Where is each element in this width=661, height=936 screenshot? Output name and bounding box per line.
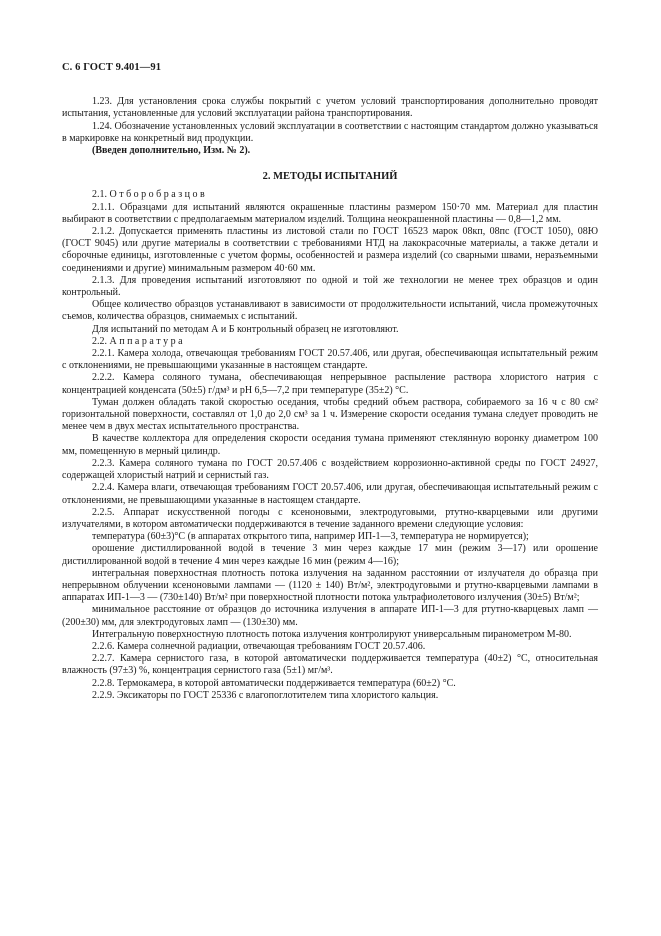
subsection-sampling-heading: 2.1. О т б о р о б р а з ц о в <box>92 189 205 201</box>
subsection-apparatus-heading: 2.2. А п п а р а т у р а <box>92 335 183 347</box>
paragraph-2-1-2: 2.1.2. Допускается применять пластины из листовой стали по ГОСТ 16523 марок 08кп, 08пс (ГОСТ 1050), 08Ю (ГОСТ 9045) или другие материалы в соответствии с требованиями НТД на лакокрасочные материалы, а также детали и сборочные единицы, изготовленные с учетом формы, особенностей и размера изделий (со сварными швами, неразъемными соединениями и другие) минимальным размером 40·60 мм. <box>62 226 598 274</box>
paragraph-irrigation: орошение дистиллированной водой в течение 3 мин через каждые 17 мин (режим 3—17) или орошение дистиллированной водой в течение 4 мин через каждые 16 мин (режим 4—16); <box>62 543 598 567</box>
paragraph-1-24: 1.24. Обозначение установленных условий эксплуатации в соответствии с настоящим стандартом должно указываться в маркировке на конкретный вид продукции. <box>62 120 598 144</box>
paragraph-2-2-3: 2.2.3. Камера соляного тумана по ГОСТ 20.57.406 с воздействием коррозионно-активной среды по ГОСТ 24927, содержащей хлористый натрий и сернистый газ. <box>62 457 598 482</box>
paragraph-2-2-8: 2.2.8. Термокамера, в которой автоматически поддерживается температура (60±2) °С. <box>92 677 456 689</box>
page-header: С. 6 ГОСТ 9.401—91 <box>62 62 162 73</box>
paragraph-2-2-6: 2.2.6. Камера солнечной радиации, отвечающая требованиям ГОСТ 20.57.406. <box>92 640 426 652</box>
paragraph-sample-count: Общее количество образцов устанавливают в зависимости от продолжительности испытаний, числа промежуточных съемов, количества образцов, снимаемых с испытаний. <box>62 299 598 323</box>
paragraph-2-2-4: 2.2.4. Камера влаги, отвечающая требованиям ГОСТ 20.57.406, или другая, обеспечивающая испытательный режим с отклонениями, не превышающими указанные в настоящем стандарте. <box>62 482 598 506</box>
paragraph-methods-ab: Для испытаний по методам А и Б контрольный образец не изготовляют. <box>92 323 399 335</box>
paragraph-2-2-5: 2.2.5. Аппарат искусственной погоды с ксеноновыми, электродуговыми, ртутно-кварцевыми или другими излучателями, в котором автоматически поддерживаются в течение заданного времени следующие условия: <box>62 506 598 530</box>
paragraph-pyranometer: Интегральную поверхностную плотность потока излучения контролируют универсальным пиранометром М-80. <box>92 628 572 640</box>
paragraph-1-23: 1.23. Для установления срока службы покрытий с учетом условий транспортирования дополнительно проводят испытания, установленные для условий эксплуатации района транспортирования. <box>62 96 598 120</box>
paragraph-2-1-3: 2.1.3. Для проведения испытаний изготовляют по одной и той же технологии не менее трех образцов и один контрольный. <box>62 274 598 299</box>
paragraph-temperature: температура (60±3)°С (в аппаратах открытого типа, например ИП-1—3, температура не нормируется); <box>92 531 529 543</box>
paragraph-2-2-9: 2.2.9. Эксикаторы по ГОСТ 25336 с влагопоглотителем типа хлористого кальция. <box>92 689 439 701</box>
paragraph-fog-rate: Туман должен обладать такой скоростью оседания, чтобы средний объем раствора, собираемого за 16 ч с 80 см² горизонтальной поверхности, составлял от 1,0 до 2,0 см³ за 1 ч. Измерение скорости оседания тумана следует проводить не менее чем в двух местах испытательного пространства. <box>62 396 598 433</box>
paragraph-2-1-1: 2.1.1. Образцами для испытаний являются окрашенные пластины размером 150·70 мм. Материал для пластин выбирают в соответствии с предполагаемым материалом изделий. Толщина неокрашенной пластины — 0,8—1,2 мм. <box>62 201 598 225</box>
section-title: 2. МЕТОДЫ ИСПЫТАНИЙ <box>262 171 398 183</box>
paragraph-irradiance: интегральная поверхностная плотность потока излучения на заданном расстоянии от излучателя до образца при непрерывном облучении ксеноновыми лампами — (1120 ± 140) Вт/м², электродуговыми и ртутно-кварцевыми лампами в аппаратах ИП-1—3 — (730±140) Вт/м² при поверхностной плотности потока ультрафиолетового излучения (30±5) Вт/м²; <box>62 567 598 604</box>
paragraph-2-2-2: 2.2.2. Камера соляного тумана, обеспечивающая непрерывное распыление раствора хлористого натрия с концентрацией конденсата (50±5) г/дм³ и pH 6,5—7,2 при температуре (35±2) °С. <box>62 372 598 396</box>
paragraph-2-2-7: 2.2.7. Камера сернистого газа, в которой автоматически поддерживается температура (40±2) °С, относительная влажность (97±3) %, концентрация сернистого газа (5±1) мг/м³. <box>62 653 598 677</box>
document-page <box>62 62 598 702</box>
amendment-note: (Введен дополнительно, Изм. № 2). <box>92 145 251 157</box>
paragraph-2-2-1: 2.2.1. Камера холода, отвечающая требованиям ГОСТ 20.57.406, или другая, обеспечивающая испытательный режим с отклонениями, не превышающими указанные в настоящем стандарте. <box>62 348 598 372</box>
paragraph-collector: В качестве коллектора для определения скорости оседания тумана применяют стеклянную воронку диаметром 100 мм, помещенную в мерный цилиндр. <box>62 433 598 457</box>
paragraph-min-distance: минимальное расстояние от образцов до источника излучения в аппарате ИП-1—3 для ртутно-кварцевых ламп — (200±30) мм, для электродуговых ламп — (130±30) мм. <box>62 604 598 628</box>
